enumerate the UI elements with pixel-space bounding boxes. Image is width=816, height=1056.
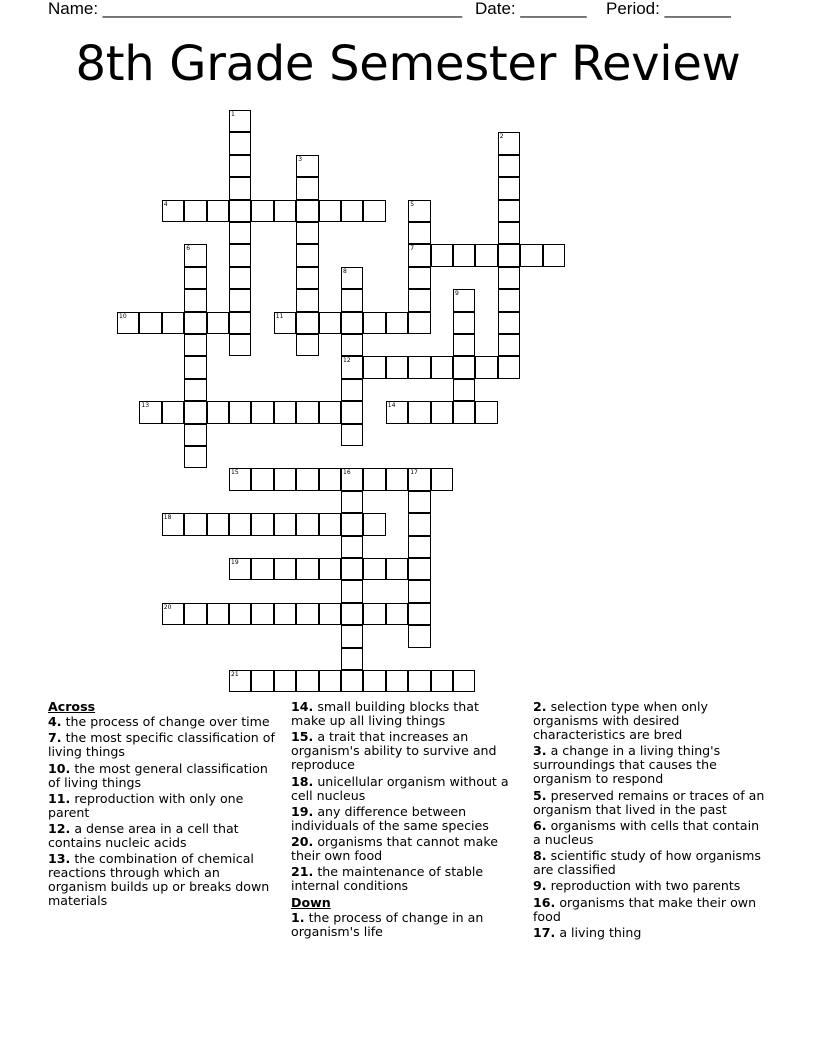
grid-cell[interactable] — [453, 379, 475, 401]
clue-down-9: 9. reproduction with two parents — [533, 878, 741, 894]
grid-cell[interactable] — [296, 155, 318, 177]
grid-cell[interactable] — [274, 670, 296, 692]
grid-cell[interactable] — [386, 401, 408, 423]
grid-cell[interactable] — [117, 312, 139, 334]
name-field[interactable]: Name: ______________________________________ — [48, 0, 463, 18]
grid-cell[interactable] — [229, 267, 251, 289]
grid-cell[interactable] — [296, 289, 318, 311]
grid-cell[interactable] — [341, 513, 363, 535]
grid-cell[interactable] — [184, 401, 206, 423]
grid-cell[interactable] — [184, 312, 206, 334]
grid-cell[interactable] — [498, 155, 520, 177]
grid-cell[interactable] — [408, 289, 430, 311]
clue-number: 5 — [410, 200, 415, 208]
grid-cell[interactable] — [408, 200, 430, 222]
grid-cell[interactable] — [184, 200, 206, 222]
grid-cell[interactable] — [274, 513, 296, 535]
grid-cell[interactable] — [251, 670, 273, 692]
clue-down-6: 6. organisms with cells that contain a nucleus — [533, 817, 760, 847]
grid-cell[interactable] — [184, 446, 206, 468]
grid-cell[interactable] — [139, 312, 161, 334]
grid-cell[interactable] — [408, 580, 430, 602]
grid-cell[interactable] — [296, 222, 318, 244]
clue-number: 9 — [455, 290, 459, 298]
grid-cell[interactable] — [363, 603, 385, 625]
clue-number: 18 — [163, 514, 172, 522]
grid-cell[interactable] — [274, 401, 296, 423]
grid-cell[interactable] — [341, 670, 363, 692]
grid-cell[interactable] — [229, 200, 251, 222]
grid-cell[interactable] — [207, 513, 229, 535]
clue-number: 20 — [163, 603, 172, 611]
clue-number: 1 — [231, 111, 235, 118]
clue-across-14: 14. small building blocks that make up all living things — [291, 699, 479, 728]
grid-cell[interactable] — [341, 401, 363, 423]
clue-number: 21 — [231, 671, 239, 678]
grid-cell[interactable] — [319, 200, 341, 222]
grid-cell[interactable] — [386, 603, 408, 625]
grid-cell[interactable] — [229, 289, 251, 311]
grid-cell[interactable] — [139, 401, 161, 423]
grid-cell[interactable] — [386, 558, 408, 580]
grid-cell[interactable] — [408, 625, 430, 647]
grid-cell[interactable] — [453, 334, 475, 356]
grid-cell[interactable] — [319, 603, 341, 625]
grid-cell[interactable] — [363, 468, 385, 490]
clue-number: 15 — [231, 469, 239, 477]
grid-cell[interactable] — [184, 424, 206, 446]
grid-cell[interactable] — [296, 334, 318, 356]
grid-cell[interactable] — [408, 491, 430, 513]
grid-cell[interactable] — [453, 244, 475, 266]
grid-cell[interactable] — [453, 356, 475, 378]
clues-column-1 — [48, 700, 276, 911]
clue-number: 19 — [231, 559, 239, 566]
grid-cell[interactable] — [184, 603, 206, 625]
grid-cell[interactable] — [162, 401, 184, 423]
grid-cell[interactable] — [408, 513, 430, 535]
grid-cell[interactable] — [386, 468, 408, 490]
clue-number: 4 — [163, 200, 168, 208]
grid-cell[interactable] — [274, 468, 296, 490]
grid-cell[interactable] — [341, 334, 363, 356]
grid-cell[interactable] — [296, 468, 318, 490]
clue-down-8: 8. scientific study of how organisms are classified — [533, 848, 761, 878]
clue-number: 8 — [343, 267, 347, 275]
grid-cell[interactable] — [363, 312, 385, 334]
grid-cell[interactable] — [229, 468, 251, 490]
grid-cell[interactable] — [498, 356, 520, 378]
grid-cell[interactable] — [408, 603, 430, 625]
clue-number: 2 — [499, 133, 504, 141]
grid-cell[interactable] — [341, 356, 363, 378]
grid-cell[interactable] — [408, 222, 430, 244]
grid-cell[interactable] — [341, 603, 363, 625]
grid-cell[interactable] — [543, 244, 565, 266]
clue-across-12: 12. a dense area in a cell that contains nucleic acids — [48, 821, 239, 851]
grid-cell[interactable] — [184, 244, 206, 266]
grid-cell[interactable] — [341, 289, 363, 311]
grid-cell[interactable] — [363, 200, 385, 222]
grid-cell[interactable] — [363, 670, 385, 692]
grid-cell[interactable] — [319, 401, 341, 423]
grid-cell[interactable] — [453, 289, 475, 311]
grid-cell[interactable] — [296, 603, 318, 625]
grid-cell[interactable] — [229, 222, 251, 244]
grid-cell[interactable] — [498, 289, 520, 311]
grid-cell[interactable] — [274, 558, 296, 580]
clue-number: 3 — [298, 155, 303, 163]
grid-cell[interactable] — [296, 558, 318, 580]
clue-down-17: 17. a living thing — [533, 925, 642, 941]
grid-cell[interactable] — [184, 379, 206, 401]
clue-down-5: 5. preserved remains or traces of an organism that lived in the past — [533, 787, 765, 817]
grid-cell[interactable] — [162, 603, 184, 625]
clue-across-19: 19. any difference between individuals of the same species — [291, 803, 489, 833]
grid-cell[interactable] — [251, 468, 273, 490]
grid-cell[interactable] — [207, 200, 229, 222]
grid-cell[interactable] — [363, 558, 385, 580]
grid-cell[interactable] — [431, 670, 453, 692]
grid-cell[interactable] — [431, 244, 453, 266]
grid-cell[interactable] — [386, 356, 408, 378]
grid-cell[interactable] — [498, 312, 520, 334]
grid-cell[interactable] — [341, 200, 363, 222]
clue-number: 11 — [275, 312, 284, 320]
date-field[interactable]: Date: _______ — [475, 0, 587, 18]
grid-cell[interactable] — [251, 603, 273, 625]
grid-cell[interactable] — [453, 312, 475, 334]
clue-number: 14 — [387, 402, 396, 410]
grid-cell[interactable] — [341, 379, 363, 401]
grid-cell[interactable] — [251, 513, 273, 535]
grid-cell[interactable] — [498, 267, 520, 289]
grid-cell[interactable] — [296, 200, 318, 222]
clue-across-15: 15. a trait that increases an organism's ability to survive and reproduce — [291, 729, 497, 773]
clue-across-21: 21. the maintenance of stable internal conditions — [291, 864, 484, 894]
clue-number: 13 — [141, 402, 150, 410]
grid-cell[interactable] — [408, 267, 430, 289]
grid-cell[interactable] — [251, 558, 273, 580]
grid-cell[interactable] — [229, 177, 251, 199]
across-heading: Across — [48, 699, 96, 714]
grid-cell[interactable] — [453, 670, 475, 692]
grid-cell[interactable] — [341, 267, 363, 289]
grid-cell[interactable] — [498, 177, 520, 199]
clue-across-20: 20. organisms that cannot make their own food — [291, 834, 498, 864]
grid-cell[interactable] — [162, 513, 184, 535]
grid-cell[interactable] — [498, 200, 520, 222]
grid-cell[interactable] — [162, 200, 184, 222]
grid-cell[interactable] — [296, 513, 318, 535]
grid-cell[interactable] — [296, 244, 318, 266]
clue-across-11: 11. reproduction with only one parent — [48, 790, 244, 820]
grid-cell[interactable] — [184, 289, 206, 311]
grid-cell[interactable] — [431, 468, 453, 490]
page-title: 8th Grade Semester Review — [75, 36, 741, 92]
grid-cell[interactable] — [520, 244, 542, 266]
grid-cell[interactable] — [207, 401, 229, 423]
clue-down-3: 3. a change in a living thing's surroundings that causes the organism to respond — [533, 743, 721, 787]
clue-number: 7 — [410, 245, 415, 253]
grid-cell[interactable] — [229, 155, 251, 177]
grid-cell[interactable] — [251, 401, 273, 423]
grid-cell[interactable] — [229, 244, 251, 266]
grid-cell[interactable] — [341, 491, 363, 513]
clues-column-3 — [533, 700, 765, 942]
grid-cell[interactable] — [229, 132, 251, 154]
grid-cell[interactable] — [296, 267, 318, 289]
grid-cell[interactable] — [408, 401, 430, 423]
clue-across-4: 4. the process of change over time — [48, 714, 270, 729]
clue-down-16: 16. organisms that make their own food — [533, 894, 757, 924]
grid-cell[interactable] — [274, 603, 296, 625]
clues-column-2 — [291, 700, 516, 941]
grid-cell[interactable] — [498, 244, 520, 266]
grid-cell[interactable] — [274, 312, 296, 334]
grid-cell[interactable] — [319, 312, 341, 334]
grid-cell[interactable] — [341, 312, 363, 334]
grid-cell[interactable] — [162, 312, 184, 334]
grid-cell[interactable] — [319, 468, 341, 490]
grid-cell[interactable] — [408, 356, 430, 378]
clue-across-13: 13. the combination of chemical reactions through which an organism builds up or breaks down materials — [48, 851, 270, 909]
grid-cell[interactable] — [408, 312, 430, 334]
clue-down-1: 1. the process of change in an organism's life — [291, 909, 484, 939]
grid-cell[interactable] — [386, 312, 408, 334]
grid-cell[interactable] — [229, 110, 251, 132]
grid-cell[interactable] — [296, 312, 318, 334]
grid-cell[interactable] — [207, 312, 229, 334]
grid-cell[interactable] — [341, 536, 363, 558]
grid-cell[interactable] — [251, 200, 273, 222]
grid-cell[interactable] — [319, 670, 341, 692]
clue-across-10: 10. the most general classification of living things — [48, 760, 268, 790]
grid-cell[interactable] — [363, 356, 385, 378]
clue-down-2: 2. selection type when only organisms with desired characteristics are bred — [533, 699, 708, 742]
grid-cell[interactable] — [229, 513, 251, 535]
grid-cell[interactable] — [386, 670, 408, 692]
grid-cell[interactable] — [431, 401, 453, 423]
grid-cell[interactable] — [184, 267, 206, 289]
down-heading: Down — [291, 894, 331, 910]
grid-cell[interactable] — [475, 244, 497, 266]
grid-cell[interactable] — [363, 513, 385, 535]
clue-number: 17 — [410, 469, 418, 477]
grid-cell[interactable] — [475, 356, 497, 378]
grid-cell[interactable] — [229, 334, 251, 356]
grid-cell[interactable] — [296, 670, 318, 692]
grid-cell[interactable] — [453, 401, 475, 423]
grid-cell[interactable] — [341, 648, 363, 670]
grid-cell[interactable] — [408, 558, 430, 580]
grid-cell[interactable] — [408, 468, 430, 490]
grid-cell[interactable] — [229, 670, 251, 692]
grid-cell[interactable] — [296, 401, 318, 423]
grid-cell[interactable] — [184, 513, 206, 535]
grid-cell[interactable] — [341, 558, 363, 580]
grid-cell[interactable] — [229, 312, 251, 334]
grid-cell[interactable] — [184, 356, 206, 378]
grid-cell[interactable] — [431, 356, 453, 378]
grid-cell[interactable] — [229, 401, 251, 423]
grid-cell[interactable] — [274, 200, 296, 222]
grid-cell[interactable] — [341, 424, 363, 446]
grid-cell[interactable] — [498, 222, 520, 244]
period-field[interactable]: Period: _______ — [606, 0, 731, 18]
grid-cell[interactable] — [341, 625, 363, 647]
clue-number: 16 — [343, 469, 351, 477]
grid-cell[interactable] — [319, 513, 341, 535]
grid-cell[interactable] — [498, 334, 520, 356]
grid-cell[interactable] — [341, 580, 363, 602]
clue-across-7: 7. the most specific classification of living things — [48, 730, 275, 760]
grid-cell[interactable] — [408, 536, 430, 558]
clue-number: 6 — [186, 245, 191, 253]
clue-number: 10 — [119, 312, 127, 320]
grid-cell[interactable] — [408, 670, 430, 692]
grid-cell[interactable] — [207, 603, 229, 625]
grid-cell[interactable] — [341, 468, 363, 490]
grid-cell[interactable] — [296, 177, 318, 199]
grid-cell[interactable] — [498, 132, 520, 154]
clue-across-18: 18. unicellular organism without a cell nucleus — [291, 773, 509, 803]
grid-cell[interactable] — [475, 401, 497, 423]
grid-cell[interactable] — [229, 603, 251, 625]
grid-cell[interactable] — [229, 558, 251, 580]
clue-number: 12 — [343, 357, 351, 365]
grid-cell[interactable] — [408, 244, 430, 266]
grid-cell[interactable] — [319, 558, 341, 580]
grid-cell[interactable] — [184, 334, 206, 356]
